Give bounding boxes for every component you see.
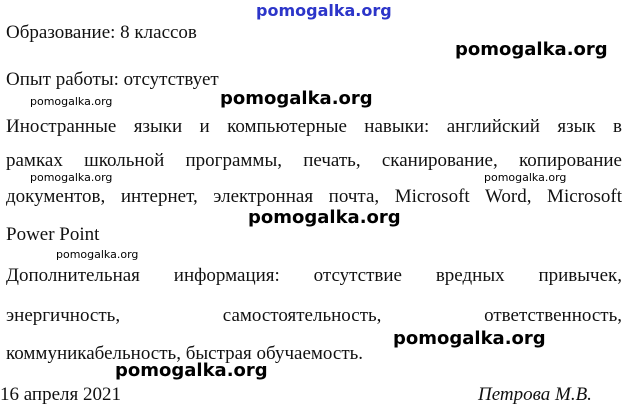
skills-line-2: рамках школьной программы, печать, сканирование, копирование (6, 150, 622, 171)
watermark-right-upper: pomogalka.org (455, 39, 608, 60)
watermark-lower-left: pomogalka.org (115, 360, 268, 381)
watermark-small-left-1: pomogalka.org (30, 95, 113, 108)
additional-info-line-3: коммуникабельность, быстрая обучаемость. (6, 343, 364, 364)
watermark-center-2: pomogalka.org (248, 207, 401, 228)
watermark-small-left-2: pomogalka.org (30, 171, 113, 184)
experience-line: Опыт работы: отсутствует (6, 69, 219, 90)
skills-line-3: документов, интернет, электронная почта, Microsoft Word, Microsoft (6, 186, 622, 207)
education-line: Образование: 8 классов (6, 22, 197, 43)
watermark-center-1: pomogalka.org (220, 88, 373, 109)
watermark-top: pomogalka.org (256, 1, 392, 20)
skills-line-4: Power Point (6, 224, 100, 245)
watermark-small-left-3: pomogalka.org (56, 248, 139, 261)
additional-info-line-1: Дополнительная информация: отсутствие вредных привычек, (6, 265, 622, 286)
watermark-lower-right: pomogalka.org (393, 328, 546, 349)
signature-date: 16 апреля 2021 (0, 384, 122, 405)
watermark-small-right: pomogalka.org (484, 171, 567, 184)
additional-info-line-2: энергичность, самостоятельность, ответственность, (6, 305, 622, 326)
signature-name: Петрова М.В. (478, 384, 592, 405)
skills-line-1: Иностранные языки и компьютерные навыки: английский язык в (6, 116, 622, 137)
